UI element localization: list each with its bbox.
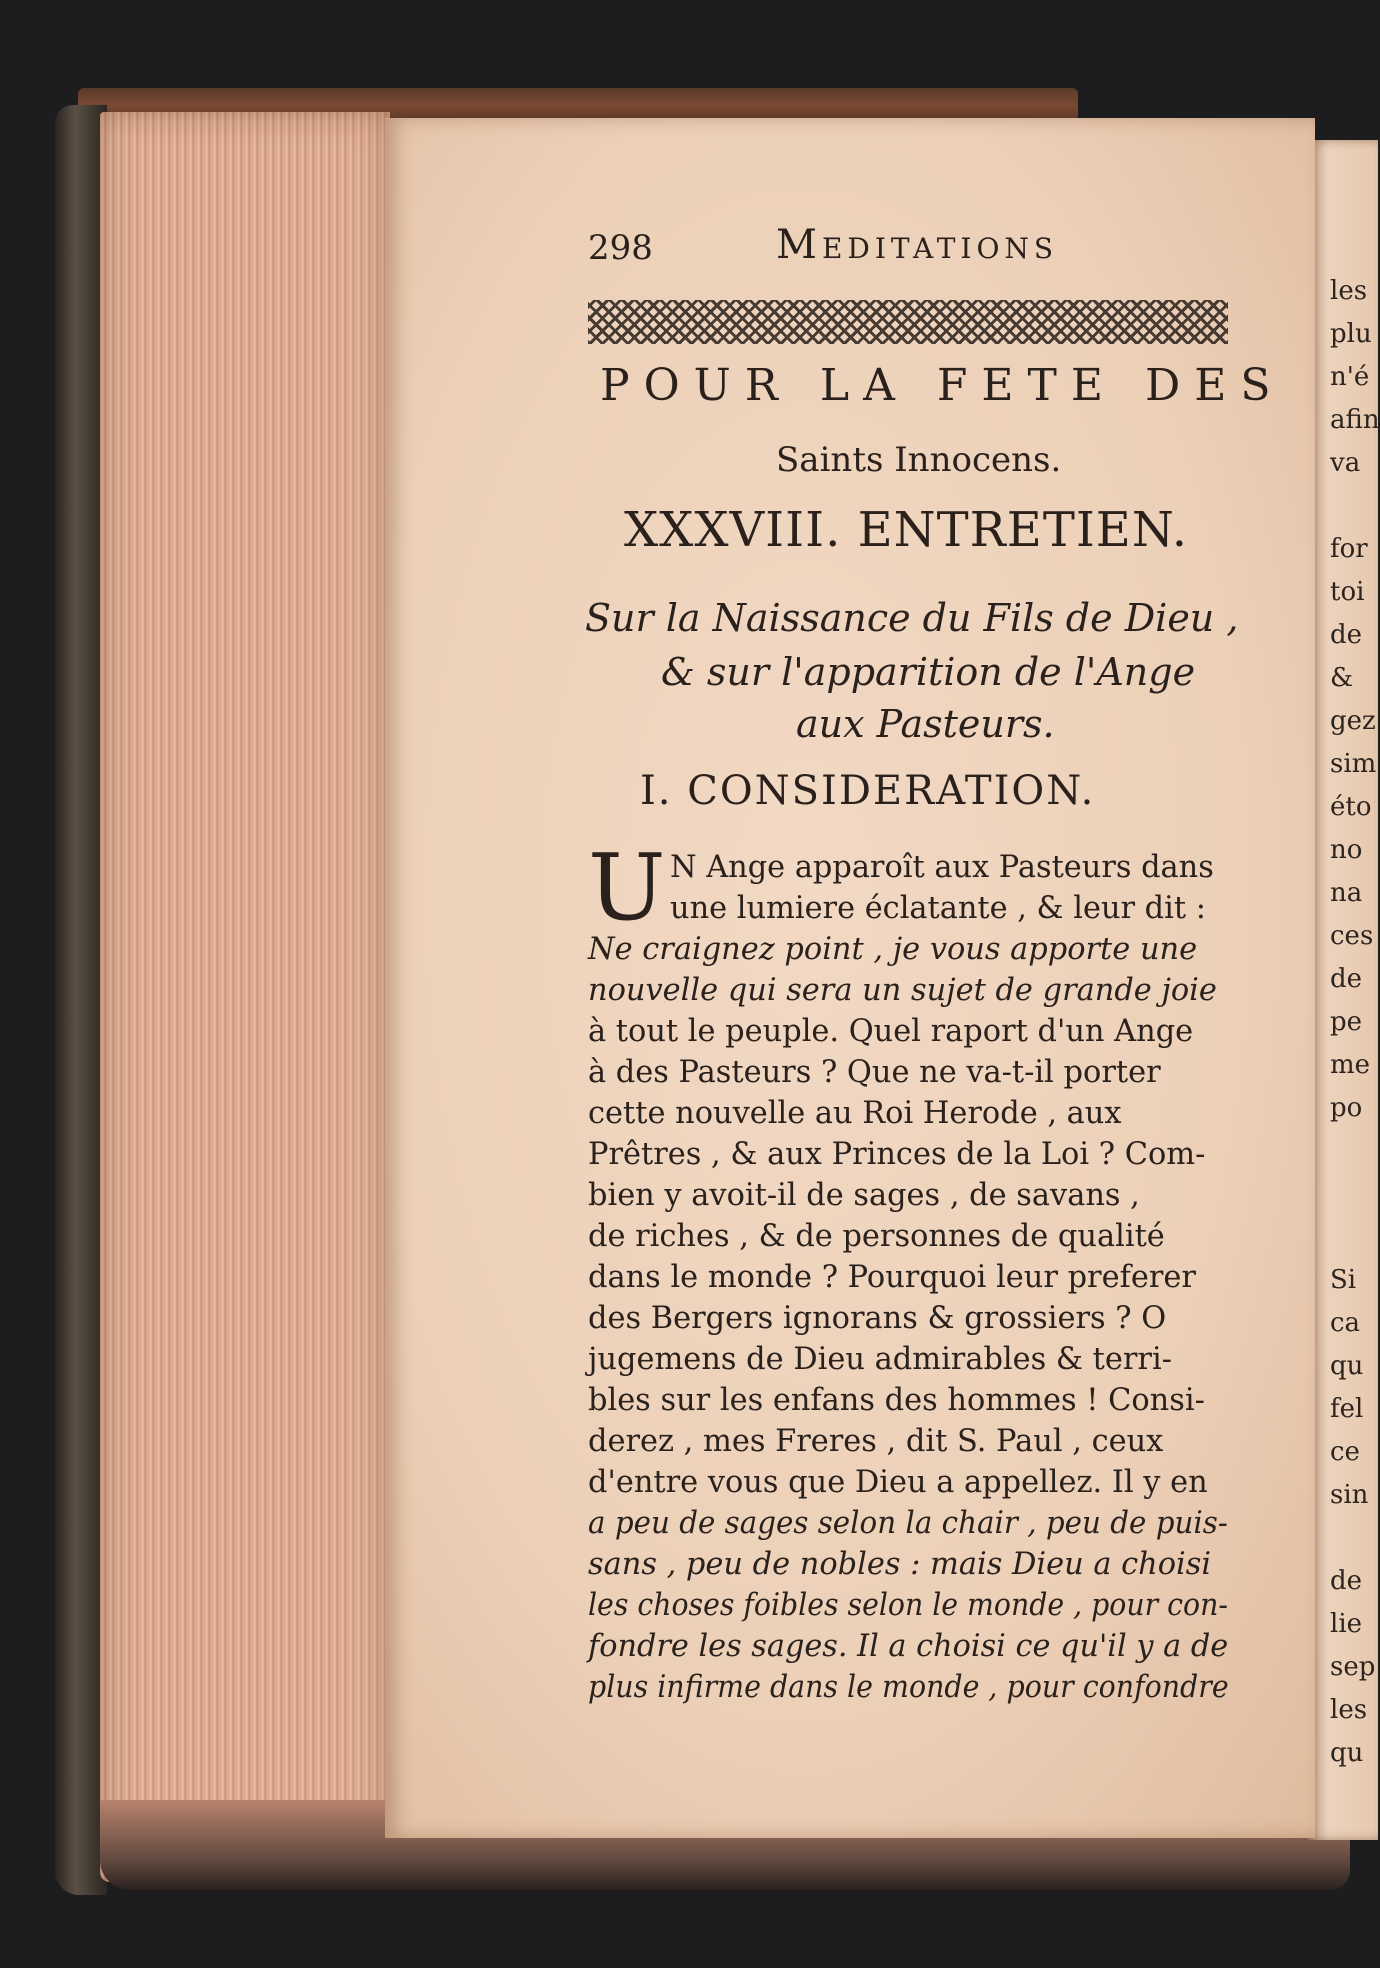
body-line: bles sur les enfans des hommes ! Consi- [588, 1383, 1205, 1418]
body-line: de riches , & de personnes de qualité [588, 1219, 1165, 1254]
decorative-ornament-band [588, 300, 1228, 344]
body-line: jugemens de Dieu admirables & terri- [588, 1342, 1172, 1377]
page-block-edge [100, 112, 390, 1882]
body-line: à des Pasteurs ? Que ne va-t-il porter [588, 1055, 1161, 1090]
body-line: a peu de sages selon la chair , peu de puis- [588, 1506, 1228, 1541]
body-line: sans , peu de nobles : mais Dieu a choisi [588, 1547, 1212, 1582]
body-line: Prêtres , & aux Princes de la Loi ? Com- [588, 1137, 1206, 1172]
body-line: Ne craignez point , je vous apporte une [588, 932, 1198, 967]
body-line: dans le monde ? Pourquoi leur preferer [588, 1260, 1196, 1295]
body-line: d'entre vous que Dieu a appellez. Il y en [588, 1465, 1208, 1500]
body-line: N Ange apparoît aux Pasteurs dans [670, 850, 1214, 885]
body-line: plus infirme dans le monde , pour confondre [588, 1670, 1229, 1705]
subject-line-2: & sur l'apparition de l'Ange [661, 650, 1196, 694]
drop-cap: U [588, 834, 666, 941]
page-number: 298 [588, 228, 653, 268]
body-line: fondre les sages. Il a choisi ce qu'il y a de [588, 1629, 1229, 1664]
body-line: des Bergers ignorans & grossiers ? O [588, 1301, 1167, 1336]
body-line: derez , mes Freres , dit S. Paul , ceux [588, 1424, 1164, 1459]
body-line: cette nouvelle au Roi Herode , aux [588, 1096, 1122, 1131]
subject-line-3: aux Pasteurs. [796, 702, 1055, 746]
body-line: une lumiere éclatante , & leur dit : [670, 891, 1206, 926]
body-line: nouvelle qui sera un sujet de grande joie [588, 973, 1217, 1008]
body-line: les choses foibles selon le monde , pour con- [588, 1588, 1228, 1623]
entretien-title: XXXVIII. ENTRETIEN. [624, 502, 1189, 558]
facing-page-text: les plu n'é afin va for toi de & gez sim éto no na ces de pe me po Si ca qu fel ce sin de lie sep les qu [1330, 276, 1380, 1768]
body-line: à tout le peuple. Quel raport d'un Ange [588, 1014, 1194, 1049]
consideration-heading: I. CONSIDERATION. [640, 768, 1096, 814]
body-line: bien y avoit-il de sages , de savans , [588, 1178, 1140, 1213]
running-title: Meditations [776, 222, 1059, 268]
feast-subheading: Saints Innocens. [776, 440, 1062, 480]
feast-heading: POUR LA FETE DES [600, 360, 1285, 411]
subject-line-1: Sur la Naissance du Fils de Dieu , [585, 596, 1239, 640]
